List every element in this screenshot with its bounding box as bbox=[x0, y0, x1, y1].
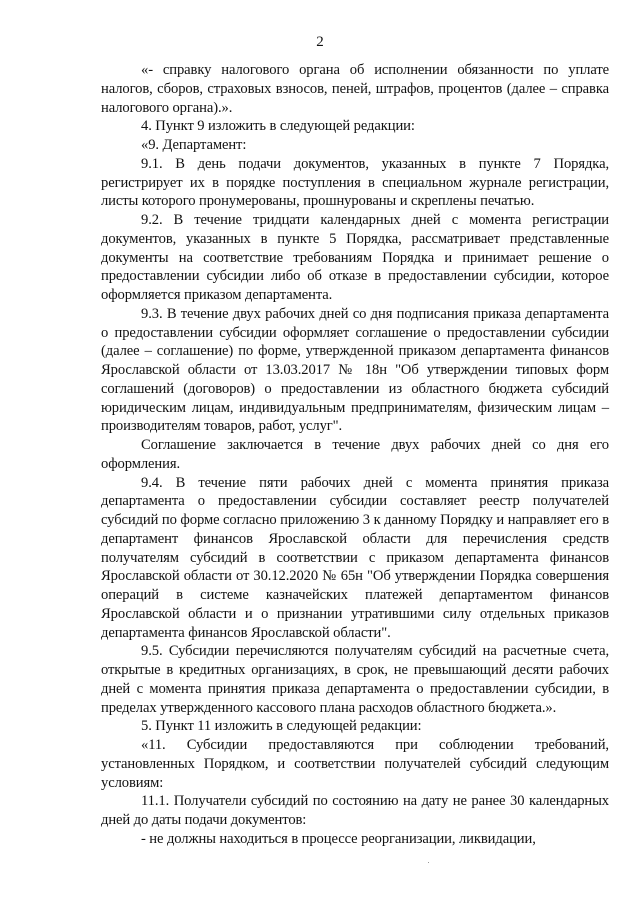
paragraph-9-5: 9.5. Субсидии перечисляются получателям субсидий на расчетные счета, открытые в кредитных организациях, в срок, не превышающий десяти рабочих дней с момента принятия приказа департамента о предоставлении субсидии, в пределах утвержденного кассового плана расходов областного бюджета.». bbox=[101, 643, 609, 716]
paragraph-9-2: 9.2. В течение тридцати календарных дней с момента регистрации документов, указанных в пункте 5 Порядка, рассматривает представленные документы на соответствие требованиям Порядка и принимает решение о предоставлении субсидии либо об отказе в предоставлении субсидии, которое оформляется приказом департамента. bbox=[101, 212, 609, 303]
scan-speck bbox=[428, 862, 429, 863]
paragraph-9-heading: «9. Департамент: bbox=[141, 137, 247, 153]
paragraph-reorganization: - не должны находиться в процессе реорганизации, ликвидации, bbox=[141, 830, 536, 847]
paragraph-9-4: 9.4. В течение пяти рабочих дней с момента принятия приказа департамента о предоставлении субсидии составляет реестр получателей субсидий по форме согласно приложению 3 к данному Порядку и направляет его в департамент финансов Ярославской области для перечисления средств получателям субсидий в соответствии с приказом департамента финансов Ярославской области от 30.12.2020 № 65н "Об утверждении Порядка совершения операций в системе казначейских платежей департаментом финансов Ярославской области и о признании утратившими силу отдельных приказов департамента финансов Ярославской области". bbox=[101, 474, 609, 641]
paragraph-item-5: 5. Пункт 11 изложить в следующей редакции: bbox=[141, 718, 422, 735]
paragraph-9-3: 9.3. В течение двух рабочих дней со дня подписания приказа департамента о предоставлении субсидии оформляет соглашение о предоставлении субсидии (далее – соглашение) по форме, утвержденной приказом департамента финансов Ярославской области от 13.03.2017 № 18н "Об утверждении типовых форм соглашений (договоров) о предоставлении из областного бюджета субсидий юридическим лицам, индивидуальным предпринимателям, физическим лицам – производителям товаров, работ, услуг". bbox=[101, 305, 609, 435]
page-number: 2 bbox=[316, 34, 324, 50]
paragraph-item-4: 4. Пункт 9 изложить в следующей редакции: bbox=[141, 118, 415, 135]
paragraph-11-1: 11.1. Получатели субсидий по состоянию на дату не ранее 30 календарных дней до даты подачи документов: bbox=[101, 793, 609, 828]
document-body bbox=[101, 61, 609, 849]
paragraph-11: «11. Субсидии предоставляются при соблюдении требований, установленных Порядком, и соответствии получателей субсидий следующим условиям: bbox=[101, 737, 609, 791]
paragraph-9-1: 9.1. В день подачи документов, указанных в пункте 7 Порядка, регистрирует их в порядке поступления в специальном журнале регистрации, листы которого пронумерованы, прошнурованы и скреплены печатью. bbox=[101, 155, 609, 210]
paragraph-agreement-term: Соглашение заключается в течение двух рабочих дней со дня его оформления. bbox=[101, 437, 609, 472]
paragraph-tax-certificate: «- справку налогового органа об исполнении обязанности по уплате налогов, сборов, страховых взносов, пеней, штрафов, процентов (далее – справка налогового органа).». bbox=[101, 62, 609, 116]
